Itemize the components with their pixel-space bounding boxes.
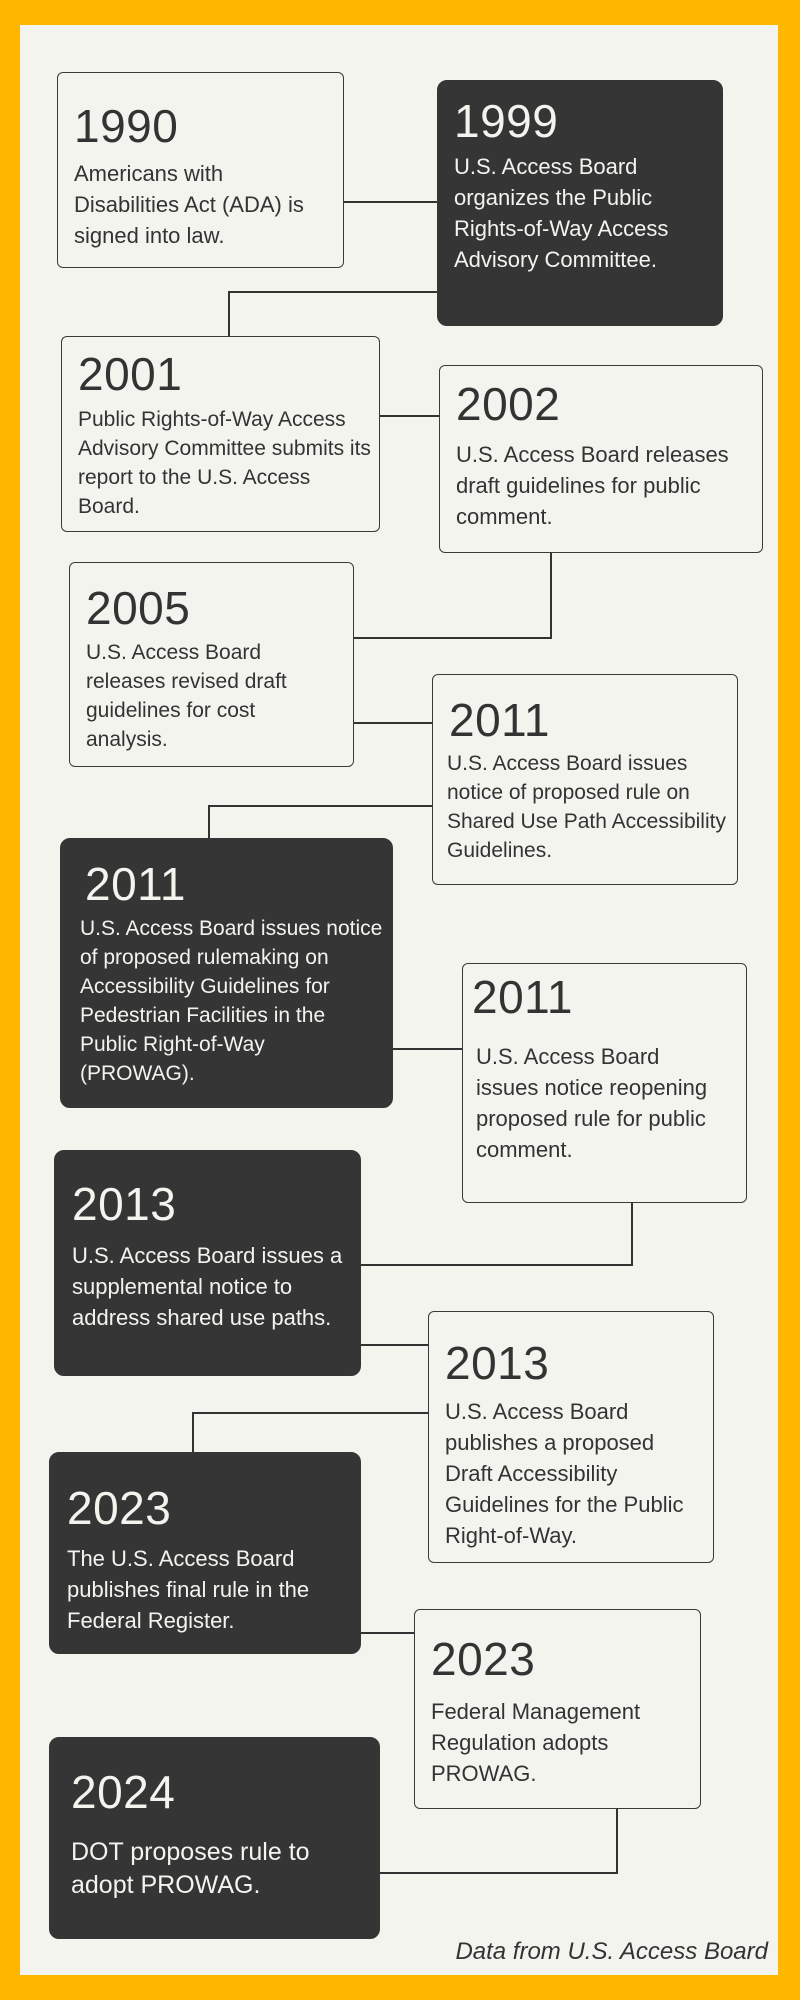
event-description: The U.S. Access Board publishes final rule in the Federal Register.: [67, 1546, 310, 1633]
timeline-card-2013-supplemental: [54, 1150, 361, 1376]
event-year: 2023: [431, 1633, 536, 1685]
timeline-card-2023-fmr: [414, 1609, 701, 1809]
timeline-card-2013-draft-guidelines: [428, 1311, 714, 1563]
timeline-card-2005: [69, 562, 354, 767]
event-description: Public Rights-of-Way Access Advisory Committee submits its report to the U.S. Access Board.: [78, 408, 371, 518]
timeline-card-2023-final-rule: [49, 1452, 361, 1654]
connector-2002-2005: [354, 552, 551, 638]
event-year: 2013: [72, 1178, 177, 1230]
event-year: 2001: [78, 348, 183, 400]
timeline-card-2011-shared-use-path: [432, 674, 738, 885]
event-description: U.S. Access Board issues notice of proposed rulemaking on Accessibility Guidelines for Pedestrian Facilities in the Public Right-of-Way (PROWAG).: [80, 917, 383, 1085]
event-year: 2011: [85, 858, 186, 910]
event-year: 2011: [472, 971, 573, 1023]
event-year: 2011: [449, 694, 550, 746]
timeline-card-1990: [57, 72, 344, 268]
event-description: U.S. Access Board organizes the Public Rights-of-Way Access Advisory Committee.: [454, 154, 669, 272]
event-year: 2002: [456, 378, 561, 430]
event-year: 2024: [71, 1766, 176, 1818]
connector-1999-2001: [229, 292, 437, 336]
event-year: 2005: [86, 582, 191, 634]
event-year: 2013: [445, 1337, 550, 1389]
event-year: 1999: [454, 95, 559, 147]
timeline-card-2011-reopening: [462, 963, 747, 1203]
source-note: Data from U.S. Access Board: [455, 1938, 768, 1965]
event-description: Federal Management Regulation adopts PROWAG.: [431, 1699, 641, 1786]
timeline-card-1999: [437, 80, 723, 326]
event-description: U.S. Access Board issues notice of proposed rule on Shared Use Path Accessibility Guidelines.: [447, 752, 726, 862]
event-description: U.S. Access Board issues a supplemental notice to address shared use paths.: [72, 1243, 343, 1330]
timeline-card-2024: [49, 1737, 380, 1939]
event-description: U.S. Access Board releases revised draft guidelines for cost analysis.: [86, 641, 287, 751]
connector-2023b-2024: [380, 1809, 617, 1873]
event-description: Americans with Disabilities Act (ADA) is signed into law.: [74, 161, 304, 248]
timeline-card-2002: [439, 365, 763, 553]
connector-2011c-2013a: [361, 1202, 632, 1265]
event-description: U.S. Access Board releases draft guidelines for public comment.: [456, 442, 729, 529]
event-year: 1990: [74, 100, 179, 152]
timeline-card-2011-prowag: [60, 838, 393, 1108]
timeline-card-2001: [61, 336, 380, 532]
event-description: U.S. Access Board issues notice reopening proposed rule for public comment.: [476, 1044, 708, 1162]
event-description: U.S. Access Board publishes a proposed Draft Accessibility Guidelines for the Public Right-of-Way.: [445, 1399, 684, 1548]
event-description: DOT proposes rule to adopt PROWAG.: [71, 1838, 310, 1899]
connector-2013b-2023a: [193, 1413, 428, 1452]
connector-2011a-2011b: [209, 806, 432, 838]
event-year: 2023: [67, 1482, 172, 1534]
